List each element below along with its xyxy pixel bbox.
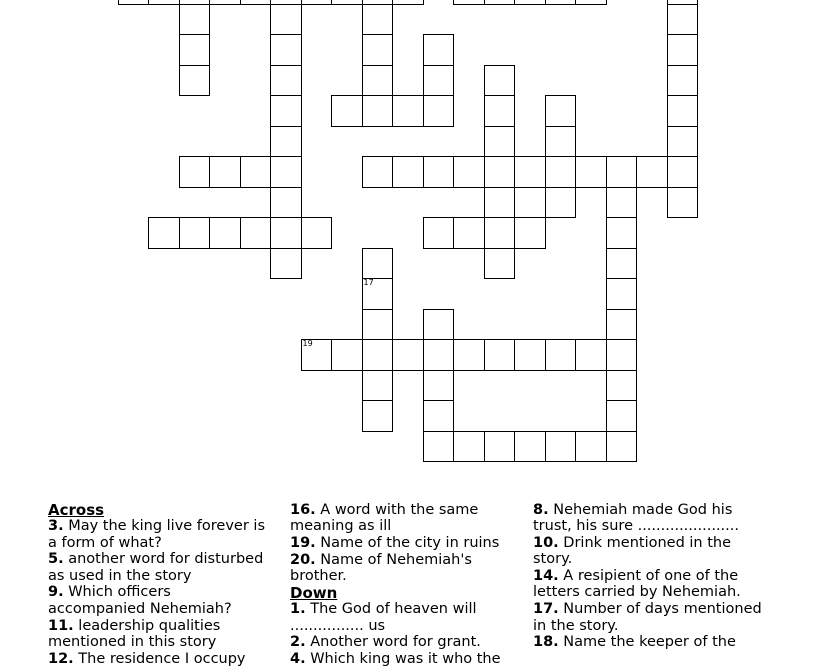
grid-cell[interactable] [484,431,516,463]
grid-cell[interactable] [484,187,516,219]
clue-num: 2. [290,634,306,651]
clue-num: 18. [533,634,559,651]
grid-cell[interactable] [484,126,516,158]
grid-cell[interactable] [453,0,485,5]
clue-num: 9. [48,584,64,601]
grid-cell[interactable] [514,431,546,463]
grid-cell[interactable] [667,34,699,66]
clue-text: Drink mentioned in the story. [533,535,732,568]
grid-cell[interactable] [270,95,302,127]
clue-number: 17 [363,278,374,287]
grid-cell[interactable] [667,95,699,127]
clues-column-2 [290,502,512,668]
clue-text: Number of days mentioned in the story. [533,601,762,634]
grid-cell[interactable] [545,126,577,158]
grid-cell[interactable] [575,431,607,463]
clue-text: The God of heaven will ................ us [290,601,477,634]
grid-cell[interactable] [667,65,699,97]
grid-cell[interactable] [423,339,455,371]
grid-cell[interactable] [362,370,394,402]
clue-num: 20. [290,551,316,568]
section-heading: Down [290,583,338,602]
grid-cell[interactable] [514,156,546,188]
clue-item [48,551,270,584]
grid-cell[interactable] [606,431,638,463]
grid-cell[interactable] [484,65,516,97]
grid-cell[interactable] [667,156,699,188]
grid-cell[interactable] [331,95,363,127]
grid-cell[interactable] [148,0,180,5]
grid-cell[interactable] [179,65,211,97]
grid-cell[interactable] [606,278,638,310]
clue-num: 10. [533,535,559,552]
clue-num: 16. [290,502,316,518]
grid-cell[interactable] [545,0,577,5]
grid-cell[interactable] [667,126,699,158]
grid-cell[interactable] [484,248,516,280]
clue-text: Nehemiah made God his trust, his sure ...................... [533,502,739,535]
grid-cell[interactable] [423,400,455,432]
grid-cell[interactable] [240,156,272,188]
clue-text: leadership qualities mentioned in this story [48,617,221,650]
clue-item [533,568,765,601]
clue-num: 3. [48,518,64,535]
grid-cell[interactable] [484,217,516,249]
grid-cell[interactable] [606,187,638,219]
grid-cell[interactable] [423,431,455,463]
clues-column-3 [533,502,765,651]
grid-cell[interactable] [484,339,516,371]
grid-cell[interactable] [484,95,516,127]
grid-cell[interactable] [606,370,638,402]
grid-cell[interactable] [270,156,302,188]
grid-cell[interactable] [667,4,699,36]
grid-cell[interactable] [453,339,485,371]
grid-cell[interactable] [209,217,241,249]
clue-text: another word for disturbed as used in the story [48,551,264,584]
grid-cell[interactable] [423,370,455,402]
clue-num: 5. [48,551,64,568]
grid-cell[interactable] [606,400,638,432]
grid-cell[interactable] [270,217,302,249]
grid-cell[interactable] [514,0,546,5]
grid-cell[interactable] [606,339,638,371]
grid-cell[interactable] [362,248,394,280]
grid-cell[interactable] [209,156,241,188]
grid-cell[interactable] [179,156,211,188]
clue-item [290,502,512,535]
grid-cell[interactable] [423,217,455,249]
clue-num: 12. [48,650,74,667]
grid-cell[interactable] [362,339,394,371]
grid-cell[interactable] [179,4,211,36]
grid-cell[interactable] [606,248,638,280]
clue-text: Name of the city in ruins [320,535,500,552]
clue-item [48,651,270,667]
grid-cell[interactable] [575,156,607,188]
grid-cell[interactable] [423,156,455,188]
grid-cell[interactable] [179,34,211,66]
grid-cell[interactable] [545,431,577,463]
clue-item [290,634,512,650]
grid-cell[interactable] [545,95,577,127]
grid-cell[interactable] [423,65,455,97]
grid-cell[interactable] [575,339,607,371]
clue-num: 1. [290,601,306,618]
grid-cell[interactable] [331,0,363,5]
clue-item [290,535,512,551]
grid-cell[interactable] [270,34,302,66]
grid-cell[interactable] [514,217,546,249]
grid-cell[interactable] [270,65,302,97]
clue-item [533,601,765,634]
grid-cell[interactable] [453,431,485,463]
clue-num: 19. [290,535,316,552]
grid-cell[interactable] [392,0,424,5]
grid-cell[interactable] [575,0,607,5]
grid-cell[interactable] [118,0,150,5]
grid-cell[interactable] [545,156,577,188]
grid-cell[interactable] [270,187,302,219]
grid-cell[interactable] [270,4,302,36]
grid-cell[interactable] [301,217,333,249]
clue-item [533,535,765,568]
grid-cell[interactable] [362,65,394,97]
clue-item [48,584,270,617]
clue-item [533,634,765,650]
grid-cell[interactable] [667,187,699,219]
clue-item [290,552,512,585]
clue-number: 19 [302,339,313,348]
grid-cell[interactable] [179,217,211,249]
grid-cell[interactable] [423,34,455,66]
clue-text: The residence I occupy [78,650,246,667]
grid-cell[interactable] [301,339,333,371]
grid-cell[interactable] [606,217,638,249]
clue-text: May the king live forever is a form of what? [48,518,266,551]
grid-cell[interactable] [453,156,485,188]
grid-cell[interactable] [545,187,577,219]
grid-cell[interactable] [362,156,394,188]
clue-text: Another word for grant. [310,634,481,651]
grid-cell[interactable] [392,95,424,127]
clue-item [533,502,765,535]
clue-text: Which king was it who the [310,651,501,668]
grid-cell[interactable] [362,4,394,36]
clue-num: 4. [290,651,306,668]
grid-cell[interactable] [270,126,302,158]
clue-num: 14. [533,568,559,585]
clue-text: Name the keeper of the [563,634,736,651]
grid-cell[interactable] [606,156,638,188]
clue-text: A word with the same meaning as ill [290,502,479,535]
clue-item [48,618,270,651]
grid-cell[interactable] [209,0,241,5]
clue-text: Name of Nehemiah's brother. [290,551,472,585]
clue-text: A resipient of one of the letters carried by Nehemiah. [533,568,741,601]
grid-cell[interactable] [514,339,546,371]
clue-text: Which officers accompanied Nehemiah? [48,584,232,617]
grid-cell[interactable] [484,0,516,5]
clue-num: 17. [533,601,559,618]
grid-cell[interactable] [453,217,485,249]
clues-column-1 [48,502,270,667]
grid-cell[interactable] [484,156,516,188]
grid-cell[interactable] [392,156,424,188]
grid-cell[interactable] [148,217,180,249]
grid-cell[interactable] [362,278,394,310]
clue-num: 11. [48,617,74,634]
grid-cell[interactable] [362,400,394,432]
grid-cell[interactable] [240,0,272,5]
clue-item [290,601,512,634]
grid-cell[interactable] [545,339,577,371]
grid-cell[interactable] [362,95,394,127]
grid-cell[interactable] [636,156,668,188]
grid-cell[interactable] [240,217,272,249]
section-heading: Across [48,501,105,519]
grid-cell[interactable] [423,309,455,341]
grid-cell[interactable] [301,0,333,5]
grid-cell[interactable] [270,248,302,280]
clue-num: 8. [533,502,549,518]
grid-cell[interactable] [362,309,394,341]
grid-cell[interactable] [392,339,424,371]
grid-cell[interactable] [331,339,363,371]
clue-item [290,651,512,667]
grid-cell[interactable] [362,34,394,66]
grid-cell[interactable] [423,95,455,127]
grid-cell[interactable] [606,309,638,341]
clue-item [48,518,270,551]
